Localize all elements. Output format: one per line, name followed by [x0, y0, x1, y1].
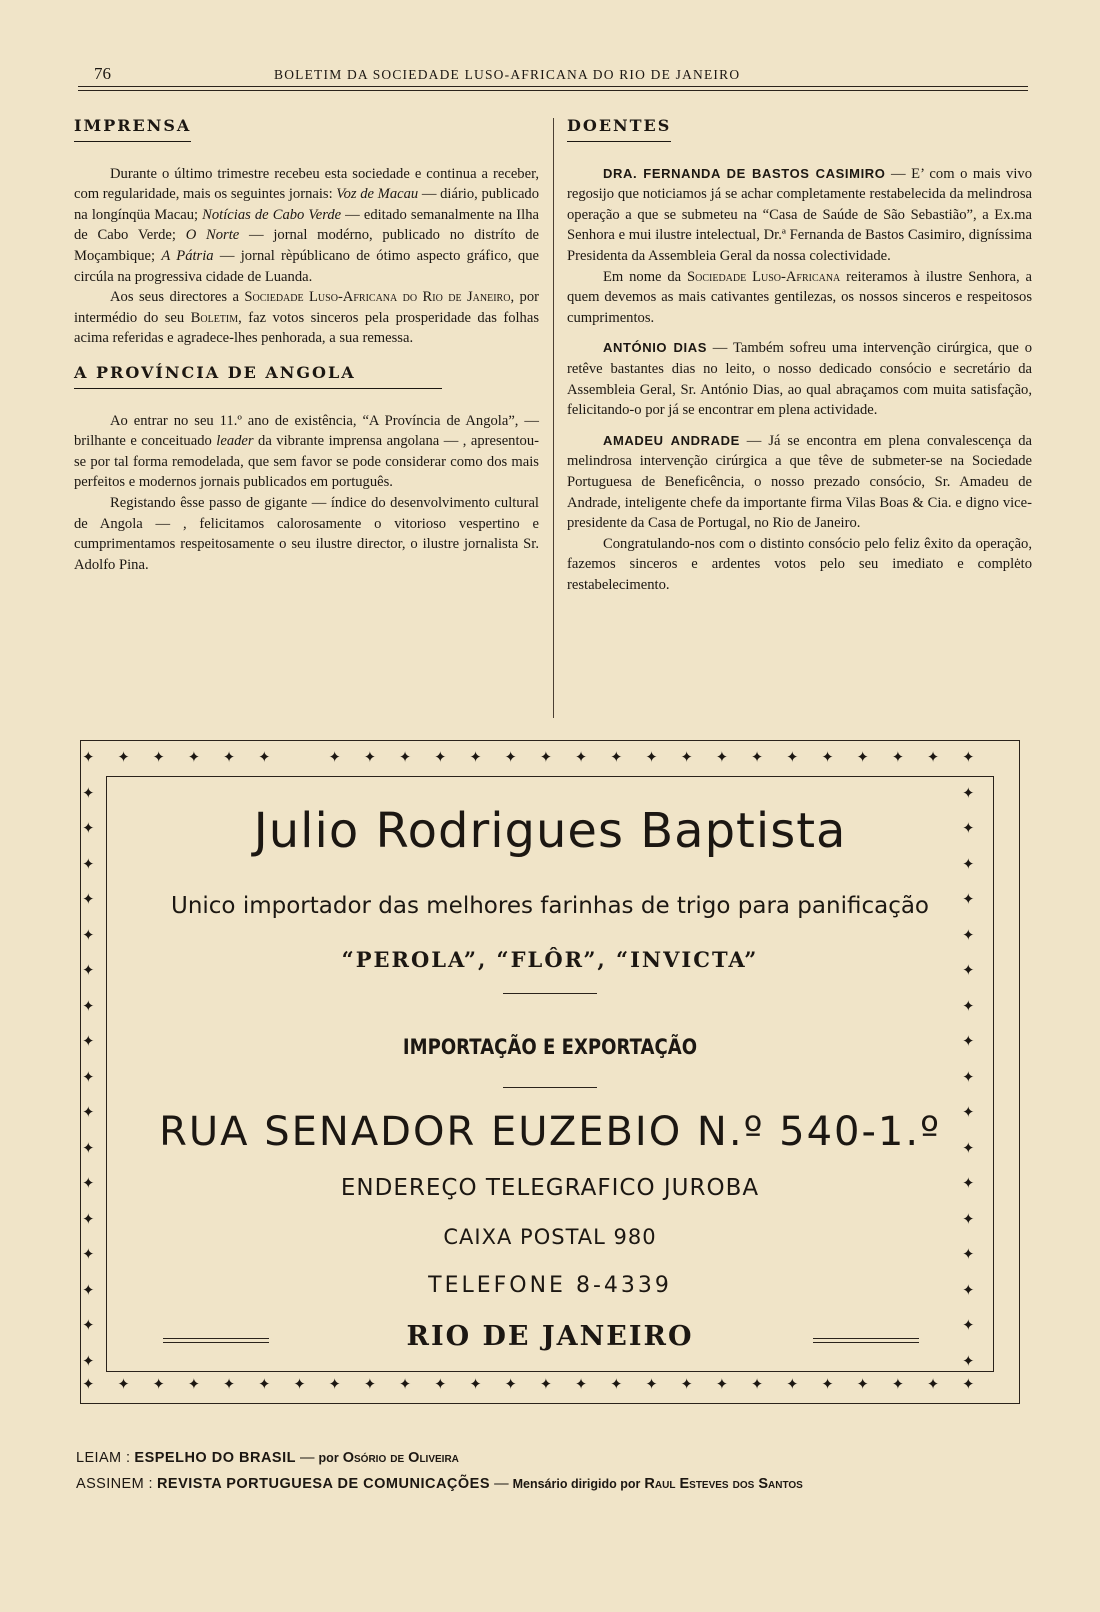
- provincia-paragraph-2: Registando êsse passo de gigante — índice do desenvolvimento cultural de Angola — , felicitamos calorosamente o vitorioso vespertino e cumprimentamos respeitosamente o seu ilustre director, o ilustre jornalista Sr. Adolfo Pina.: [74, 494, 539, 573]
- paragraph-text: , por intermédio do seu: [74, 289, 539, 326]
- entry-text: — Também sofreu uma intervenção cirúrgica, que o retêve bastantes dias no leito, o nosso dedicado consócio e secretário da Assembleia Geral, Sr. António Dias, ao qual abraçamos com muita satisfação, felicitando-o por já se encontrar em plena actividade.: [567, 340, 1032, 419]
- star-ornament: ✦: [293, 1375, 306, 1393]
- star-ornament: ✦: [82, 1067, 95, 1086]
- star-ornament: ✦: [680, 1375, 693, 1393]
- star-ornament: ✦: [82, 925, 95, 944]
- footer-author: Raul Esteves dos Santos: [644, 1476, 803, 1492]
- star-ornament: ✦: [82, 1209, 95, 1228]
- star-ornament: ✦: [574, 748, 588, 766]
- doentes-entry-dias: [567, 338, 1032, 420]
- star-ornament: ✦: [962, 1174, 975, 1192]
- advertisement-box: [80, 740, 1020, 1404]
- star-ornament: ✦: [469, 1375, 482, 1393]
- star-ornament: ✦: [962, 783, 975, 802]
- star-ornament: ✦: [962, 890, 975, 908]
- small-caps-text: Boletim: [190, 309, 239, 326]
- italic-text: Notícias de Cabo Verde: [202, 206, 342, 223]
- paragraph-text: Ao entrar no seu 11.º ano de existência, “A Província de Angola”, — brilhante e conceituado: [74, 412, 539, 450]
- star-ornament: ✦: [926, 1375, 940, 1393]
- left-column: [74, 116, 539, 575]
- ad-separator: [503, 1087, 597, 1088]
- star-ornament: ✦: [82, 1351, 95, 1370]
- star-ornament: ✦: [962, 819, 975, 837]
- footer-separator: —: [494, 1476, 509, 1492]
- section-title-provincia: A PROVÍNCIA DE ANGOLA: [74, 363, 442, 389]
- star-ornament: ✦: [398, 748, 412, 766]
- doentes-entry-casimiro: [567, 164, 1032, 267]
- paragraph-text: — jornal modérno, publicado no distríto de Moçambique;: [74, 227, 539, 264]
- star-ornament: ✦: [82, 819, 95, 837]
- paragraph-text: — diário, publicado na longínqüa Macau;: [74, 186, 540, 223]
- paragraph-text: da vibrante imprensa angolana — , apresentou-se por tal forma remodelada, que sem favor se pode considerar como dos mais perfeitos e modernos jornais publicados em português.: [74, 433, 539, 491]
- entry-text: reiteramos à ilustre Senhora, a quem devemos as mais cativantes gentilezas, os nossos sinceros e respeitosos cumprimentos.: [567, 268, 1032, 326]
- entry-text: — Já se encontra em plena convalescença da melindrosa intervenção cirúrgica a que têve de submeter-se na Sociedade Portuguesa de Beneficência, o nosso prezado consócio, Sr. Amadeu de Andrade, inteligente chefe da importante firma Vilas Boas & Cia. e digno vice-presidente da Casa de Portugal, no Rio de Janeiro.: [567, 432, 1032, 532]
- entry-name: AMADEU ANDRADE: [603, 432, 740, 448]
- section-title-doentes: DOENTES: [567, 116, 671, 142]
- star-ornament: ✦: [962, 996, 975, 1015]
- star-ornament: ✦: [82, 854, 95, 873]
- ad-address: RUA SENADOR EUZEBIO N.º 540-1.º: [159, 1109, 941, 1155]
- star-ornament: ✦: [82, 961, 95, 979]
- italic-text: O Norte: [185, 227, 240, 244]
- star-ornament: ✦: [750, 748, 764, 766]
- imprensa-paragraph-1: [74, 164, 539, 288]
- italic-text: Voz de Macau: [336, 186, 419, 203]
- star-ornament: ✦: [610, 1375, 623, 1393]
- ad-company-name: Julio Rodrigues Baptista: [253, 803, 847, 859]
- star-ornament: ✦: [328, 1375, 341, 1393]
- star-ornament: ✦: [539, 748, 553, 766]
- star-ornament: ✦: [962, 1245, 975, 1263]
- star-ornament: ✦: [82, 1245, 95, 1263]
- star-ornament: ✦: [82, 1138, 95, 1157]
- star-ornament: ✦: [645, 1375, 658, 1393]
- star-ornament: ✦: [363, 1375, 377, 1393]
- star-ornament: ✦: [328, 748, 341, 766]
- entry-name: DRA. FERNANDA DE BASTOS CASIMIRO: [603, 165, 886, 181]
- star-ornament: ✦: [786, 1375, 799, 1393]
- star-ornament: ✦: [117, 1375, 130, 1393]
- star-ornament: ✦: [117, 748, 130, 766]
- ad-double-rule-right: [813, 1338, 919, 1343]
- paragraph-text: — jornal rèpúblicano de ótimo aspecto gráfico, que circúla na progressiva cidade de Luanda.: [74, 247, 539, 285]
- star-ornament: ✦: [82, 1103, 95, 1121]
- star-ornament: ✦: [962, 854, 975, 873]
- star-ornament: ✦: [786, 748, 799, 766]
- star-ornament: ✦: [504, 748, 517, 766]
- star-ornament: ✦: [187, 748, 201, 766]
- ad-brands: “PEROLA”, “FLÔR”, “INVICTA”: [341, 947, 759, 972]
- imprensa-paragraph-2: [74, 287, 539, 349]
- star-ornament: ✦: [82, 1375, 95, 1393]
- ad-separator: [503, 993, 597, 994]
- footer-label: ASSINEM :: [76, 1476, 153, 1492]
- footer-notice-read: [76, 1450, 1036, 1466]
- footer-label: LEIAM :: [76, 1450, 131, 1466]
- star-ornament: ✦: [821, 1375, 834, 1393]
- star-ornament: ✦: [434, 1375, 447, 1393]
- star-ornament: ✦: [610, 748, 623, 766]
- column-divider: [553, 118, 554, 718]
- ad-city: RIO DE JANEIRO: [406, 1321, 694, 1352]
- star-ornament: ✦: [574, 1375, 588, 1393]
- star-ornament: ✦: [962, 1103, 975, 1121]
- header-rule: [78, 86, 1028, 87]
- star-ornament: ✦: [750, 1375, 764, 1393]
- ad-po-box: CAIXA POSTAL 980: [443, 1225, 657, 1249]
- italic-text: leader: [216, 433, 254, 450]
- star-ornament: ✦: [962, 748, 975, 766]
- footer-separator: —: [300, 1450, 315, 1466]
- star-ornament: ✦: [222, 1375, 236, 1393]
- doentes-entry-andrade: [567, 431, 1032, 534]
- provincia-paragraph-1: [74, 411, 539, 493]
- star-ornament: ✦: [82, 748, 95, 766]
- small-caps-text: Sociedade Luso-Africana do Rio de Janeiro: [244, 289, 511, 306]
- star-ornament: ✦: [82, 783, 95, 802]
- star-ornament: ✦: [962, 1316, 975, 1334]
- star-ornament: ✦: [962, 1280, 975, 1299]
- star-ornament: ✦: [645, 748, 658, 766]
- star-ornament: ✦: [962, 1032, 975, 1050]
- paragraph-text: Aos seus directores a: [110, 289, 245, 306]
- star-ornament: ✦: [715, 1375, 729, 1393]
- star-ornament: ✦: [962, 1351, 975, 1370]
- entry-text: Em nome da: [603, 268, 687, 285]
- running-title: BOLETIM DA SOCIEDADE LUSO-AFRICANA DO RIO DE JANEIRO: [274, 67, 741, 82]
- entry-name: ANTÓNIO DIAS: [603, 340, 707, 356]
- footer-description: Mensário dirigido por: [512, 1477, 641, 1491]
- star-ornament: ✦: [504, 1375, 517, 1393]
- star-ornament: ✦: [856, 1375, 869, 1393]
- star-ornament: ✦: [82, 996, 95, 1015]
- society-name: Sociedade Luso-Africana: [687, 268, 841, 285]
- star-ornament: ✦: [469, 748, 482, 766]
- star-ornament: ✦: [891, 1375, 905, 1393]
- footer-notice-subscribe: [76, 1476, 1036, 1492]
- star-ornament: ✦: [82, 1280, 95, 1299]
- star-ornament: ✦: [82, 1174, 95, 1192]
- page-number: 76: [94, 64, 111, 83]
- star-ornament: ✦: [258, 748, 271, 766]
- ad-content: [107, 777, 993, 1371]
- running-header: [78, 64, 1028, 88]
- doentes-entry-casimiro-paragraph-2: [567, 267, 1032, 329]
- star-ornament: ✦: [962, 961, 975, 979]
- star-ornament: ✦: [891, 748, 905, 766]
- footer-title: ESPELHO DO BRASIL: [134, 1450, 296, 1466]
- ad-tagline: Unico importador das melhores farinhas de trigo para panificação: [170, 893, 930, 919]
- footer-author: Osório de Oliveira: [342, 1450, 459, 1466]
- ad-telegraph-address: ENDEREÇO TELEGRAFICO JUROBA: [340, 1175, 760, 1201]
- star-ornament: ✦: [962, 1375, 975, 1393]
- header-rule: [78, 90, 1028, 91]
- star-ornament: ✦: [680, 748, 693, 766]
- star-ornament: ✦: [926, 748, 940, 766]
- doentes-entry-andrade-paragraph-2: Congratulando-nos com o distinto consócio pelo feliz êxito da operação, fazemos sinceros e ardentes votos pelo seu imediato e complėto restabelecimento.: [567, 535, 1032, 593]
- star-ornament: ✦: [962, 925, 975, 944]
- star-ornament: ✦: [222, 748, 236, 766]
- star-ornament: ✦: [398, 1375, 412, 1393]
- star-ornament: ✦: [82, 1316, 95, 1334]
- italic-text: A Pátria: [161, 247, 214, 264]
- star-ornament: ✦: [715, 748, 729, 766]
- star-ornament: ✦: [539, 1375, 553, 1393]
- star-ornament: ✦: [82, 890, 95, 908]
- star-ornament: ✦: [363, 748, 377, 766]
- star-ornament: ✦: [962, 1209, 975, 1228]
- star-ornament: ✦: [821, 748, 834, 766]
- ad-import-export: IMPORTAÇÃO E EXPORTAÇÃO: [402, 1035, 698, 1059]
- star-ornament: ✦: [187, 1375, 201, 1393]
- star-ornament: ✦: [152, 1375, 165, 1393]
- star-ornament: ✦: [152, 748, 165, 766]
- footer-by: por: [318, 1451, 339, 1465]
- star-ornament: ✦: [856, 748, 869, 766]
- star-ornament: ✦: [962, 1138, 975, 1157]
- ad-phone: TELEFONE 8-4339: [428, 1273, 672, 1298]
- right-column: [567, 116, 1032, 605]
- footer-title: REVISTA PORTUGUESA DE COMUNICAÇÕES: [156, 1476, 491, 1492]
- star-ornament: ✦: [258, 1375, 271, 1393]
- paragraph-text: — editado semanalmente na Ilha de Cabo Verde;: [74, 206, 539, 244]
- paragraph-text: , faz votos sinceros pela prosperidade das folhas acima referidas e agradece-lhes penhorada, a sua remessa.: [74, 309, 539, 347]
- entry-text: — E’ com o mais vivo regosijo que noticiamos já se achar completamente restabelecida da melindrosa operação a que se submeteu na “Casa de Saúde de São Sebastião”, a Ex.ma Senhora e mui ilustre intelectual, Dr.ª Fernanda de Bastos Casimiro, digníssima Presidenta da Assembleia Geral da nossa colectividade.: [567, 165, 1032, 264]
- star-ornament: ✦: [82, 1032, 95, 1050]
- star-ornament: ✦: [962, 1067, 975, 1086]
- paragraph-text: Durante o último trimestre recebeu esta sociedade e continua a receber, com regularidade, mais os seguintes jornais:: [74, 165, 539, 203]
- section-title-imprensa: IMPRENSA: [74, 116, 191, 142]
- star-ornament: ✦: [434, 748, 447, 766]
